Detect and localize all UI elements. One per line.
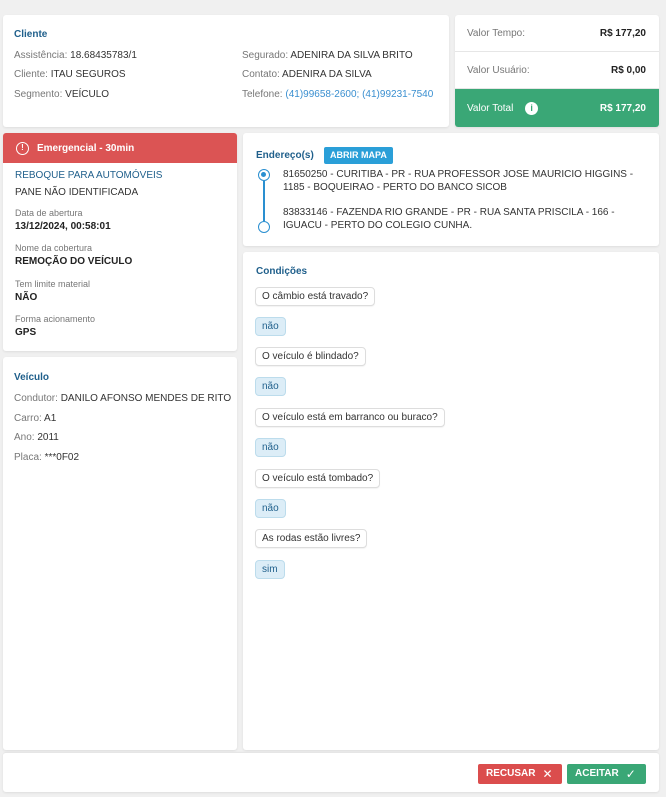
segmento-row [14, 89, 109, 100]
forma-value: GPS [15, 327, 37, 338]
segurado-label: Segurado: [242, 50, 289, 61]
valor-usuario-label: Valor Usuário: [467, 64, 530, 76]
carro-label: Carro: [14, 413, 42, 424]
ano-label: Ano: [14, 432, 35, 443]
accept-button[interactable] [567, 764, 646, 784]
vehicle-title: Veículo [14, 372, 50, 383]
contato-label: Contato: [242, 69, 280, 80]
address-title: Endereço(s) [256, 150, 314, 161]
footer-bar [3, 752, 659, 792]
service-card [3, 133, 237, 351]
alert-circle-icon: ! [16, 142, 29, 155]
segurado-value: ADENIRA DA SILVA BRITO [290, 50, 413, 61]
conditions-title: Condições [256, 266, 308, 277]
emergency-alert-text: Emergencial - 30min [37, 142, 135, 154]
emergency-alert [3, 133, 237, 163]
service-name: REBOQUE PARA AUTOMÓVEIS [15, 170, 163, 181]
ano-value: 2011 [37, 432, 59, 443]
condition-question: O câmbio está travado? [255, 287, 375, 306]
condition-question: As rodas estão livres? [255, 529, 367, 548]
origin-address: 81650250 - CURITIBA - PR - RUA PROFESSOR JOSE MAURICIO HIGGINS - 1185 - BOQUEIRAO - PERTO DO BANCO SICOB [283, 169, 634, 193]
condition-answer: não [255, 377, 286, 396]
condition-answer: não [255, 438, 286, 457]
segmento-value: VEÍCULO [65, 89, 110, 100]
vehicle-card [3, 357, 237, 750]
conditions-card [243, 252, 659, 750]
telefone-link[interactable]: (41)99658-2600; (41)99231-7540 [285, 89, 434, 100]
cobertura-value: REMOÇÃO DO VEÍCULO [15, 256, 133, 267]
ano-row [14, 432, 59, 443]
refuse-button-label: RECUSAR [486, 768, 536, 779]
address-card [243, 133, 659, 246]
check-icon: ✓ [625, 767, 636, 781]
forma-label: Forma acionamento [15, 314, 96, 324]
client-card [3, 15, 449, 127]
client-title: Cliente [14, 29, 48, 40]
values-card [455, 15, 659, 127]
limite-value: NÃO [15, 292, 38, 303]
contato-value: ADENIRA DA SILVA [282, 69, 372, 80]
valor-usuario-value: R$ 0,00 [610, 64, 646, 76]
route-line [263, 181, 265, 221]
valor-tempo-value: R$ 177,20 [599, 27, 646, 39]
condition-question: O veículo é blindado? [255, 347, 366, 366]
assistencia-value: 18.68435783/1 [70, 50, 137, 61]
open-map-button[interactable]: ABRIR MAPA [324, 147, 393, 164]
cliente-value: ITAU SEGUROS [50, 69, 126, 80]
condition-answer: não [255, 499, 286, 518]
placa-value: ***0F02 [44, 452, 80, 463]
valor-tempo-label: Valor Tempo: [467, 27, 525, 39]
data-abertura-value: 13/12/2024, 00:58:01 [15, 221, 111, 232]
placa-row [14, 452, 79, 463]
segurado-row [242, 50, 413, 61]
telefone-label: Telefone: [242, 89, 283, 100]
segmento-label: Segmento: [14, 89, 63, 100]
accept-button-label: ACEITAR [575, 768, 619, 779]
assistencia-row [14, 50, 137, 61]
destination-address: 83833146 - FAZENDA RIO GRANDE - PR - RUA SANTA PRISCILA - 166 - IGUACU - PERTO DO COLEGIO CUNHA. [283, 207, 615, 231]
carro-value: A1 [44, 413, 57, 424]
valor-usuario-row [455, 52, 659, 89]
placa-label: Placa: [14, 452, 42, 463]
origin-marker-icon [258, 169, 270, 181]
contato-row [242, 69, 372, 80]
carro-row [14, 413, 56, 424]
condutor-row [14, 393, 231, 404]
condutor-value: DANILO AFONSO MENDES DE RITO [60, 393, 232, 404]
close-icon: ✕ [542, 767, 553, 781]
destination-marker-icon [258, 221, 270, 233]
valor-tempo-row [455, 15, 659, 52]
telefone-row [242, 89, 433, 100]
cliente-row [14, 69, 126, 80]
condition-answer: não [255, 317, 286, 336]
valor-total-label: Valor Total [467, 102, 514, 114]
condition-answer: sim [255, 560, 285, 579]
valor-total-value: R$ 177,20 [599, 102, 646, 114]
condition-question: O veículo está em barranco ou buraco? [255, 408, 445, 427]
info-icon[interactable]: i [525, 102, 538, 115]
limite-label: Tem limite material [15, 279, 91, 289]
valor-total-row [455, 89, 659, 127]
problem-description: PANE NÃO IDENTIFICADA [15, 187, 139, 198]
condutor-label: Condutor: [14, 393, 58, 404]
assistencia-label: Assistência: [14, 50, 68, 61]
valor-total-label-wrap [467, 102, 538, 115]
refuse-button[interactable] [478, 764, 562, 784]
data-abertura-label: Data de abertura [15, 208, 83, 218]
cobertura-label: Nome da cobertura [15, 243, 93, 253]
condition-question: O veículo está tombado? [255, 469, 380, 488]
cliente-label: Cliente: [14, 69, 48, 80]
